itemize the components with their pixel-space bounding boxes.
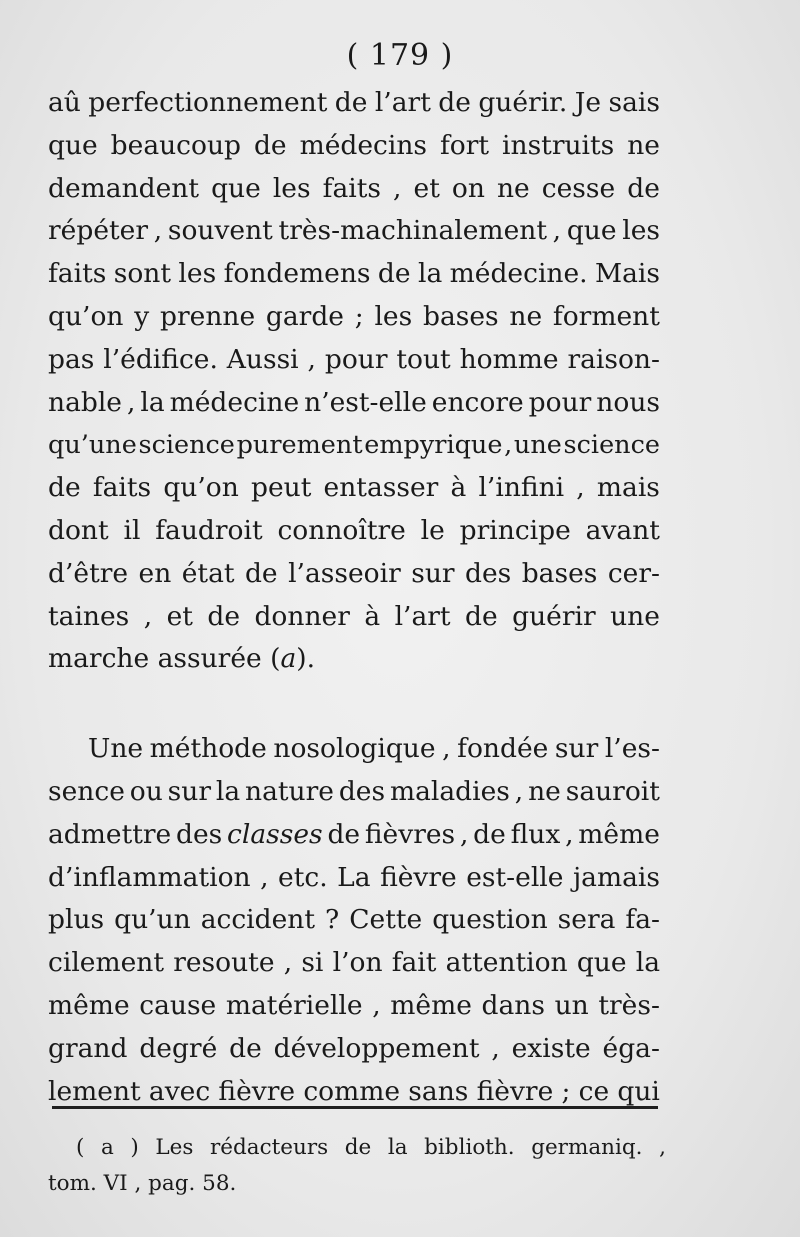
text-line: sence ou sur la nature des maladies , ne sauroit [48,775,660,807]
text-line: grand degré de développement , existe éga- [48,1032,660,1064]
text-line: Une méthode nosologique , fondée sur l’es- [88,733,660,765]
text-line: répéter , souvent très-machinalement , que les [48,215,660,247]
text-line: faits sont les fondemens de la médecine. Mais [48,258,660,290]
body-text [48,82,660,1113]
text-line: d’inflammation , etc. La fièvre est-elle jamais [48,861,660,893]
text-line: dont il faudroit connoître le principe avant [48,514,660,546]
text-line: pas l’édifice. Aussi , pour tout homme raison- [48,343,660,375]
text-line: aû perfectionnement de l’art de guérir. Je sais [48,87,660,118]
footnote [48,1130,666,1202]
footnote-separator [52,1106,658,1109]
text-line: de faits qu’on peut entasser à l’infini , mais [48,472,660,504]
text-line: admettre des classes de fièvres , de flux , même [48,818,660,850]
text-line: demandent que les faits , et on ne cesse de [48,172,660,204]
text-line: nable , la médecine n’est-elle encore pour nous [48,386,660,418]
text-line: que beaucoup de médecins fort instruits ne [48,129,660,161]
text-line: plus qu’un accident ? Cette question sera fa- [48,904,660,936]
text-line: marche assurée ( a ). [48,643,316,675]
text-line: même cause matérielle , même dans un très- [48,989,660,1021]
text-line: cilement resoute , si l’on fait attention que la [48,947,660,979]
paragraph-gap [48,681,660,728]
text-line: d’être en état de l’asseoir sur des bases cer- [48,557,660,589]
footnote-line: tom. VI , pag. 58. [48,1171,237,1196]
text-line: qu’une science purement empyrique , une science [48,430,660,461]
text-line: taines , et de donner à l’art de guérir une [48,600,660,632]
page-number: ( 179 ) [346,38,454,73]
footnote-line: ( a ) Les rédacteurs de la biblioth. germaniq. , [76,1135,666,1160]
text-line: qu’on y prenne garde ; les bases ne forment [48,300,660,332]
text-line: lement avec fièvre comme sans fièvre ; ce qui [48,1075,660,1107]
